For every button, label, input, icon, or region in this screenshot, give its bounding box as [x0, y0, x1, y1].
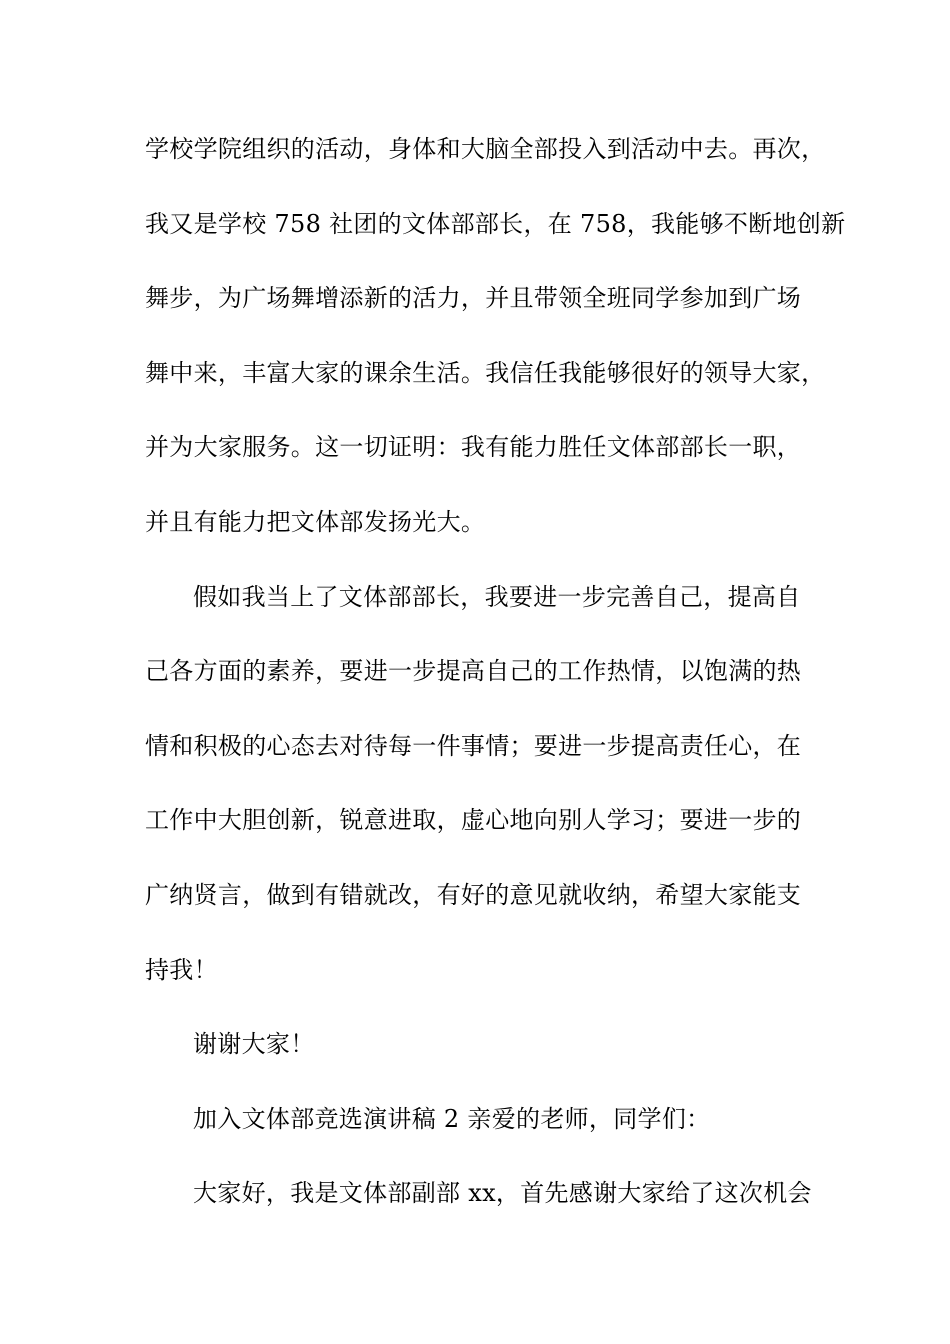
greeting-line: 大家好，我是文体部副部 xx，首先感谢大家给了这次机会 [193, 1179, 812, 1208]
text-line: 学校学院组织的活动，身体和大脑全部投入到活动中去。再次， [145, 135, 826, 163]
text-line: 并为大家服务。这一切证明：我有能力胜任文体部部长一职， [145, 433, 802, 462]
text-line: 舞步，为广场舞增添新的活力，并且带领全班同学参加到广场 [145, 284, 802, 313]
text-line: 舞中来，丰富大家的课余生活。我信任我能够很好的领导大家， [145, 358, 826, 387]
text-line: 持我！ [145, 955, 218, 984]
speech-title-line: 加入文体部竞选演讲稿 2 亲爱的老师，同学们： [193, 1104, 711, 1133]
document-body [145, 126, 846, 1245]
paragraph-start-line: 假如我当上了文体部部长，我要进一步完善自己，提高自 [193, 582, 801, 611]
closing-thanks-line: 谢谢大家！ [193, 1030, 315, 1059]
text-line: 情和积极的心态去对待每一件事情；要进一步提高责任心，在 [145, 731, 802, 760]
text-line: 己各方面的素养，要进一步提高自己的工作热情，以饱满的热 [145, 657, 802, 686]
text-line: 并且有能力把文体部发扬光大。 [145, 507, 486, 536]
text-line: 我又是学校 758 社团的文体部部长，在 758，我能够不断地创新 [145, 209, 846, 238]
text-line: 广纳贤言，做到有错就改，有好的意见就收纳，希望大家能支 [145, 880, 802, 909]
text-line: 工作中大胆创新，锐意进取，虚心地向别人学习；要进一步的 [145, 806, 802, 835]
